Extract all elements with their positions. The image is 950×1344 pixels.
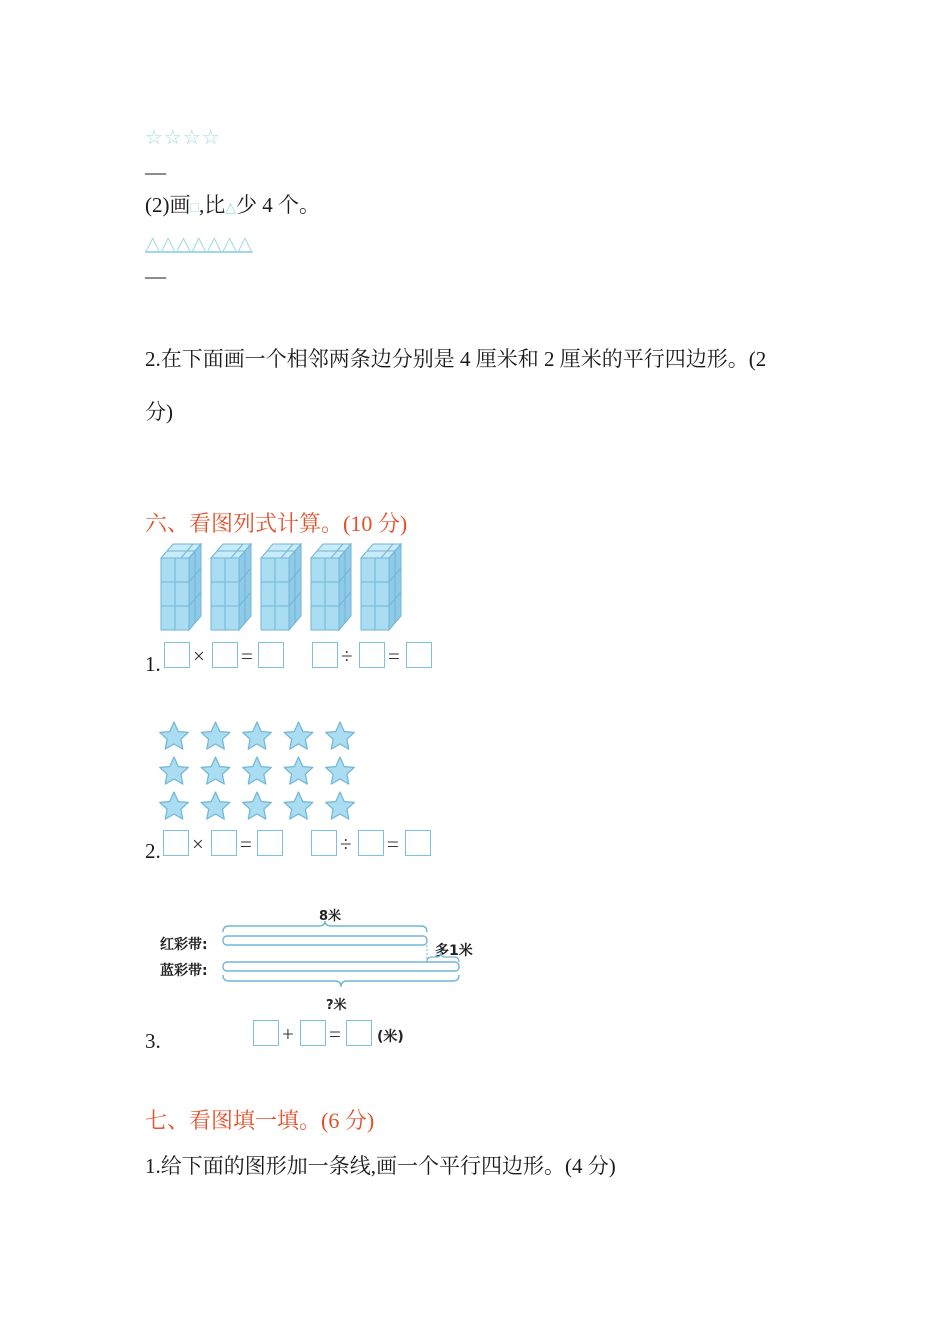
answer-box[interactable] (164, 642, 190, 668)
star-icon (243, 792, 272, 819)
q2-text-line1: 2.在下面画一个相邻两条边分别是 4 厘米和 2 厘米的平行四边形。(2 (145, 347, 767, 371)
square-icon: □ (190, 201, 199, 216)
bottom-brace (223, 975, 459, 987)
unknown-length-label: ?米 (326, 998, 347, 1013)
section7-points: (6 分) (321, 1108, 375, 1133)
star-icon (160, 792, 189, 819)
star-icon (243, 757, 272, 784)
ribbon-diagram (215, 920, 465, 1000)
part2-suffix: 少 4 个。 (236, 193, 320, 217)
section6-points: (10 分) (343, 511, 408, 536)
red-ribbon-label: 红彩带: (160, 937, 208, 953)
star-icon (201, 757, 230, 784)
top-length-label: 8米 (319, 909, 342, 924)
star-icon (284, 722, 313, 749)
part2-mid: ,比 (198, 193, 226, 217)
answer-box[interactable] (163, 830, 189, 856)
answer-box[interactable] (406, 642, 432, 668)
cube-stack (261, 544, 301, 630)
red-ribbon-bar (223, 936, 427, 945)
answer-box[interactable] (300, 1020, 326, 1046)
divide-sign: ÷ (341, 644, 353, 668)
cube-stacks-figure (155, 538, 415, 634)
answer-box[interactable] (311, 830, 337, 856)
answer-box[interactable] (359, 642, 385, 668)
equals-sign: = (241, 644, 253, 668)
extra-brace (427, 952, 459, 962)
star-grid (160, 722, 355, 819)
answer-box[interactable] (212, 642, 238, 668)
equals-sign: = (387, 832, 399, 856)
q1-label: 1. (145, 652, 161, 676)
plus-sign: + (282, 1022, 294, 1046)
equals-sign: = (329, 1022, 341, 1046)
unit-label: (米) (377, 1029, 404, 1045)
section6-title: 六、看图列式计算。 (145, 512, 344, 537)
section7-q1: 1.给下面的图形加一条线,画一个平行四边形。(4 分) (145, 1154, 616, 1178)
answer-box[interactable] (211, 830, 237, 856)
answer-line-2: — (145, 264, 166, 288)
q3-label: 3. (145, 1029, 161, 1053)
cube-stack (211, 544, 251, 630)
answer-box[interactable] (405, 830, 431, 856)
triangles-row: △△△△△△△ (145, 233, 253, 255)
star-icon (326, 722, 355, 749)
section7-heading (145, 1104, 374, 1135)
part2-prefix: (2)画 (145, 193, 191, 217)
star-icon (284, 792, 313, 819)
divide-sign: ÷ (340, 832, 352, 856)
star-icon (326, 792, 355, 819)
blue-ribbon-bar (223, 962, 459, 971)
times-sign: × (193, 644, 205, 668)
answer-box[interactable] (358, 830, 384, 856)
star-icon (201, 722, 230, 749)
blue-ribbon-label: 蓝彩带: (160, 963, 208, 979)
star-icon (160, 722, 189, 749)
times-sign: × (192, 832, 204, 856)
star-grid-figure (155, 718, 365, 828)
q2-label: 2. (145, 839, 161, 863)
cube-stack (311, 544, 351, 630)
answer-box[interactable] (257, 830, 283, 856)
part2-instruction (145, 195, 320, 216)
stars-row: ☆☆☆☆ (145, 127, 221, 149)
triangle-icon: △ (225, 201, 236, 216)
equals-sign: = (240, 832, 252, 856)
answer-box[interactable] (258, 642, 284, 668)
section6-heading (145, 507, 407, 538)
cube-stack (161, 544, 201, 630)
cube-stack (361, 544, 401, 630)
top-brace (223, 921, 427, 932)
star-icon (326, 757, 355, 784)
answer-box[interactable] (312, 642, 338, 668)
answer-line-1: — (145, 160, 166, 184)
q2-text-line2: 分) (145, 400, 173, 424)
equals-sign: = (388, 644, 400, 668)
answer-box[interactable] (346, 1020, 372, 1046)
extra-length-label: 多1米 (435, 943, 473, 959)
star-icon (243, 722, 272, 749)
section7-title: 七、看图填一填。 (145, 1109, 322, 1134)
answer-box[interactable] (253, 1020, 279, 1046)
star-icon (284, 757, 313, 784)
star-icon (201, 792, 230, 819)
star-icon (160, 757, 189, 784)
